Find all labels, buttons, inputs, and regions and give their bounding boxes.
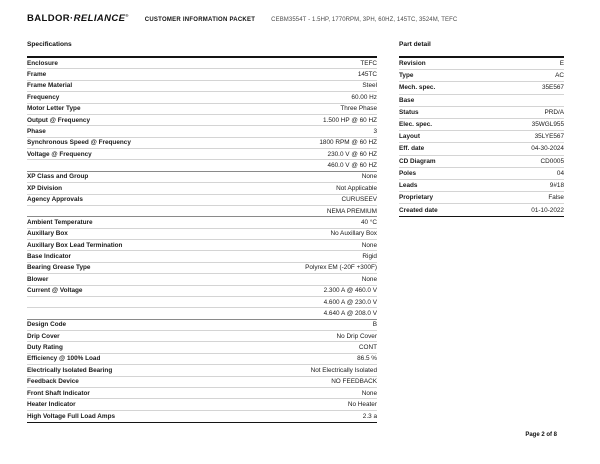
row-value: 35E567 bbox=[541, 84, 564, 92]
table-row bbox=[27, 308, 377, 319]
table-row bbox=[27, 92, 377, 103]
row-label: XP Division bbox=[27, 184, 63, 192]
row-label: Ambient Temperature bbox=[27, 218, 93, 226]
row-label: Voltage @ Frequency bbox=[27, 150, 92, 158]
row-label: Feedback Device bbox=[27, 378, 79, 386]
table-row bbox=[27, 297, 377, 308]
row-label: Created date bbox=[399, 206, 438, 214]
row-value: 145TC bbox=[357, 71, 377, 79]
row-value: 460.0 V @ 60 HZ bbox=[327, 162, 377, 170]
part-detail-title: Part detail bbox=[399, 41, 431, 48]
table-row bbox=[399, 82, 564, 94]
row-value: 2.300 A @ 460.0 V bbox=[323, 287, 377, 295]
brand-logo bbox=[27, 13, 129, 24]
specifications-table bbox=[27, 56, 377, 423]
table-row bbox=[27, 115, 377, 126]
table-row bbox=[27, 149, 377, 160]
row-label: Status bbox=[399, 108, 419, 116]
table-row bbox=[399, 204, 564, 216]
table-row bbox=[27, 172, 377, 183]
doc-title: CUSTOMER INFORMATION PACKET bbox=[144, 17, 256, 24]
row-label: Design Code bbox=[27, 321, 67, 329]
row-label: Auxillary Box bbox=[27, 230, 68, 238]
row-value: Three Phase bbox=[340, 105, 377, 113]
row-label: Mech. spec. bbox=[399, 84, 436, 92]
row-value: TEFC bbox=[360, 59, 377, 67]
row-label: Electrically Isolated Bearing bbox=[27, 366, 113, 374]
table-row bbox=[27, 377, 377, 388]
row-label: Auxillary Box Lead Termination bbox=[27, 241, 123, 249]
row-label: Frame bbox=[27, 71, 47, 79]
table-row bbox=[27, 229, 377, 240]
row-value: 04 bbox=[556, 169, 564, 177]
table-row bbox=[27, 104, 377, 115]
table-row bbox=[27, 183, 377, 194]
row-label: Frequency bbox=[27, 93, 60, 101]
row-value: 1800 RPM @ 60 HZ bbox=[319, 139, 377, 147]
row-label: Elec. spec. bbox=[399, 121, 433, 129]
row-value: 3 bbox=[373, 127, 377, 135]
row-label: Layout bbox=[399, 133, 420, 141]
part-detail-section bbox=[399, 41, 564, 217]
table-row bbox=[399, 156, 564, 168]
row-value: 4.600 A @ 230.0 V bbox=[323, 298, 377, 306]
row-value: CD0005 bbox=[540, 157, 564, 165]
table-row bbox=[27, 388, 377, 399]
row-value: 35LYE567 bbox=[534, 133, 564, 141]
specifications-section bbox=[27, 41, 377, 423]
row-value: None bbox=[361, 389, 377, 397]
row-value: PRD/A bbox=[544, 108, 564, 116]
row-label: Agency Approvals bbox=[27, 196, 83, 204]
row-value: Not Applicable bbox=[336, 184, 377, 192]
table-row bbox=[399, 192, 564, 204]
table-row bbox=[27, 365, 377, 376]
row-label: Poles bbox=[399, 169, 417, 177]
table-row bbox=[399, 131, 564, 143]
table-row bbox=[27, 399, 377, 410]
product-subtitle: CEBM3554T - 1.5HP, 1770RPM, 3PH, 60HZ, 145TC, 3524M, TEFC bbox=[271, 17, 458, 24]
table-row bbox=[27, 138, 377, 149]
specifications-title: Specifications bbox=[27, 41, 72, 48]
row-label: Eff. date bbox=[399, 145, 425, 153]
table-row bbox=[27, 58, 377, 69]
brand-primary: BALDOR bbox=[27, 13, 71, 25]
table-row bbox=[399, 95, 564, 107]
row-value: False bbox=[548, 194, 564, 202]
row-value: 35WGL955 bbox=[531, 121, 564, 129]
row-value: 40 °C bbox=[360, 218, 377, 226]
row-label: Duty Rating bbox=[27, 344, 63, 352]
row-value: CONT bbox=[358, 344, 377, 352]
table-row bbox=[399, 168, 564, 180]
page-indicator: Page 2 of 8 bbox=[525, 432, 557, 438]
row-value: None bbox=[361, 241, 377, 249]
table-row bbox=[27, 126, 377, 137]
table-row bbox=[27, 217, 377, 228]
table-row bbox=[399, 58, 564, 70]
table-row bbox=[399, 119, 564, 131]
row-value: Rigid bbox=[362, 253, 377, 261]
row-label: Synchronous Speed @ Frequency bbox=[27, 139, 131, 147]
row-value: 60.00 Hz bbox=[351, 93, 377, 101]
row-label: Leads bbox=[399, 181, 418, 189]
row-value: AC bbox=[555, 72, 564, 80]
brand-separator: · bbox=[70, 13, 74, 25]
row-label: Blower bbox=[27, 275, 49, 283]
row-value: 230.0 V @ 60 HZ bbox=[327, 150, 377, 158]
table-row bbox=[399, 180, 564, 192]
table-row bbox=[27, 354, 377, 365]
row-value: CURUSEEV bbox=[341, 196, 377, 204]
row-value: 4.640 A @ 208.0 V bbox=[323, 309, 377, 317]
row-label: Base bbox=[399, 96, 415, 104]
registered-mark: ® bbox=[125, 13, 129, 18]
row-value: Steel bbox=[362, 82, 377, 90]
table-row bbox=[27, 160, 377, 171]
row-value: Polyrex EM (-20F +300F) bbox=[305, 264, 377, 272]
row-value: 04-30-2024 bbox=[531, 145, 564, 153]
table-row bbox=[27, 274, 377, 285]
row-label: CD Diagram bbox=[399, 157, 436, 165]
table-row bbox=[27, 69, 377, 80]
row-value: 01-10-2022 bbox=[531, 206, 564, 214]
row-value: None bbox=[361, 173, 377, 181]
table-row bbox=[27, 342, 377, 353]
part-detail-table bbox=[399, 56, 564, 217]
row-value: None bbox=[361, 275, 377, 283]
brand-secondary: RELIANCE bbox=[73, 13, 126, 25]
table-row bbox=[27, 263, 377, 274]
table-row bbox=[27, 411, 377, 422]
table-row bbox=[27, 320, 377, 331]
row-label: High Voltage Full Load Amps bbox=[27, 412, 116, 420]
row-value: Not Electrically Isolated bbox=[310, 366, 377, 374]
table-row bbox=[27, 331, 377, 342]
table-row bbox=[27, 206, 377, 217]
row-value: E bbox=[559, 60, 564, 68]
row-value: NO FEEDBACK bbox=[331, 378, 377, 386]
table-row bbox=[27, 81, 377, 92]
row-label: Frame Material bbox=[27, 82, 73, 90]
row-label: Proprietary bbox=[399, 194, 434, 202]
row-label: Motor Letter Type bbox=[27, 105, 81, 113]
row-label: Type bbox=[399, 72, 414, 80]
row-label: Heater Indicator bbox=[27, 400, 76, 408]
table-row bbox=[399, 107, 564, 119]
row-label: Efficiency @ 100% Load bbox=[27, 355, 101, 363]
row-label: Base Indicator bbox=[27, 253, 72, 261]
table-row bbox=[27, 195, 377, 206]
row-label: Phase bbox=[27, 127, 46, 135]
table-row bbox=[27, 286, 377, 297]
row-value: No Drip Cover bbox=[336, 332, 377, 340]
row-label: Current @ Voltage bbox=[27, 287, 83, 295]
row-value: NEMA PREMIUM bbox=[326, 207, 377, 215]
table-row bbox=[399, 70, 564, 82]
row-value: 1.500 HP @ 60 HZ bbox=[323, 116, 377, 124]
row-label: Output @ Frequency bbox=[27, 116, 91, 124]
table-row bbox=[27, 251, 377, 262]
row-value: No Heater bbox=[347, 400, 377, 408]
row-value: No Auxillary Box bbox=[330, 230, 377, 238]
row-label: Enclosure bbox=[27, 59, 58, 67]
row-value: 86.5 % bbox=[357, 355, 377, 363]
row-label: Front Shaft Indicator bbox=[27, 389, 90, 397]
row-label: XP Class and Group bbox=[27, 173, 89, 181]
row-label: Bearing Grease Type bbox=[27, 264, 91, 272]
table-row bbox=[399, 143, 564, 155]
page-header bbox=[27, 13, 457, 24]
row-value: 2.3 a bbox=[362, 412, 377, 420]
row-value: 9#18 bbox=[549, 181, 564, 189]
row-value: B bbox=[372, 321, 377, 329]
table-row bbox=[27, 240, 377, 251]
row-label: Drip Cover bbox=[27, 332, 60, 340]
row-label: Revision bbox=[399, 60, 426, 68]
